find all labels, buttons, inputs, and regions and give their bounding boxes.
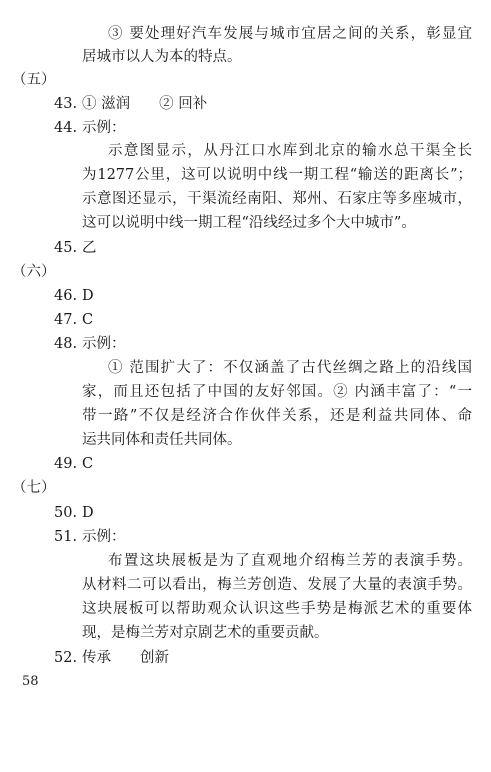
answer-text: 示例： bbox=[82, 336, 126, 352]
section-heading: （五） bbox=[12, 72, 56, 88]
page-number: 58 bbox=[22, 674, 39, 689]
answer-text: D bbox=[82, 505, 94, 521]
answer-text: D bbox=[82, 288, 94, 304]
question-number: 47. bbox=[54, 312, 78, 328]
answer-text-line: 从材料二可以看出，梅兰芳创造、发展了大量的表演手势。 bbox=[82, 577, 472, 593]
answer-text: 示例： bbox=[82, 120, 126, 136]
answer-text-line: 带一路”不仅是经济合作伙伴关系，还是利益共同体、命 bbox=[82, 408, 472, 424]
answer-text-line: 家，而且还包括了中国的友好邻国。② 内涵丰富了：“一 bbox=[82, 384, 472, 400]
question-item bbox=[54, 286, 94, 306]
section-heading: （六） bbox=[12, 264, 56, 280]
question-number: 46. bbox=[54, 288, 78, 304]
question-item bbox=[54, 648, 169, 668]
answer-text-line: 运共同体和责任共同体。 bbox=[82, 432, 242, 448]
question-number: 50. bbox=[54, 505, 78, 521]
question-number: 49. bbox=[54, 456, 78, 472]
answer-text-line: 示意图显示，从丹江口水库到北京的输水总干渠全长 bbox=[108, 143, 472, 159]
question-item bbox=[54, 527, 126, 547]
answer-text: C bbox=[82, 456, 94, 472]
answer-text-line: 示意图还显示，干渠流经南阳、郑州、石家庄等多座城市， bbox=[82, 191, 472, 207]
question-number: 48. bbox=[54, 336, 78, 352]
question-item bbox=[54, 334, 126, 354]
answer-text-line: 居城市以人为本的特点。 bbox=[82, 49, 242, 65]
question-number: 45. bbox=[54, 240, 78, 256]
question-number: 43. bbox=[54, 96, 78, 112]
question-item bbox=[54, 503, 94, 523]
answer-text: ① 滋润 ② 回补 bbox=[82, 96, 208, 112]
answer-text: 传承 创新 bbox=[82, 650, 169, 666]
section-heading: （七） bbox=[12, 480, 56, 496]
answer-text: 示例： bbox=[82, 529, 126, 545]
question-item bbox=[54, 238, 97, 258]
answer-text-line: 为1277公里，这可以说明中线一期工程“输送的距离长”； bbox=[82, 167, 472, 183]
answer-text-line: 这块展板可以帮助观众认识这些手势是梅派艺术的重要体 bbox=[82, 601, 472, 617]
answer-text-line: 现，是梅兰芳对京剧艺术的重要贡献。 bbox=[82, 625, 329, 641]
question-item bbox=[54, 94, 207, 114]
answer-text-line: ① 范围扩大了：不仅涵盖了古代丝绸之路上的沿线国 bbox=[108, 360, 472, 376]
question-item bbox=[54, 118, 126, 138]
answer-text-line: 这可以说明中线一期工程“沿线经过多个大中城市”。 bbox=[82, 215, 416, 231]
question-item bbox=[54, 310, 93, 330]
question-number: 52. bbox=[54, 650, 78, 666]
answer-text-line: ③ 要处理好汽车发展与城市宜居之间的关系，彰显宜 bbox=[108, 26, 472, 42]
question-number: 51. bbox=[54, 529, 78, 545]
answer-text: C bbox=[82, 312, 94, 328]
answer-text: 乙 bbox=[82, 240, 97, 256]
question-item bbox=[54, 454, 93, 474]
question-number: 44. bbox=[54, 120, 78, 136]
answer-text-line: 布置这块展板是为了直观地介绍梅兰芳的表演手势。 bbox=[108, 553, 472, 569]
